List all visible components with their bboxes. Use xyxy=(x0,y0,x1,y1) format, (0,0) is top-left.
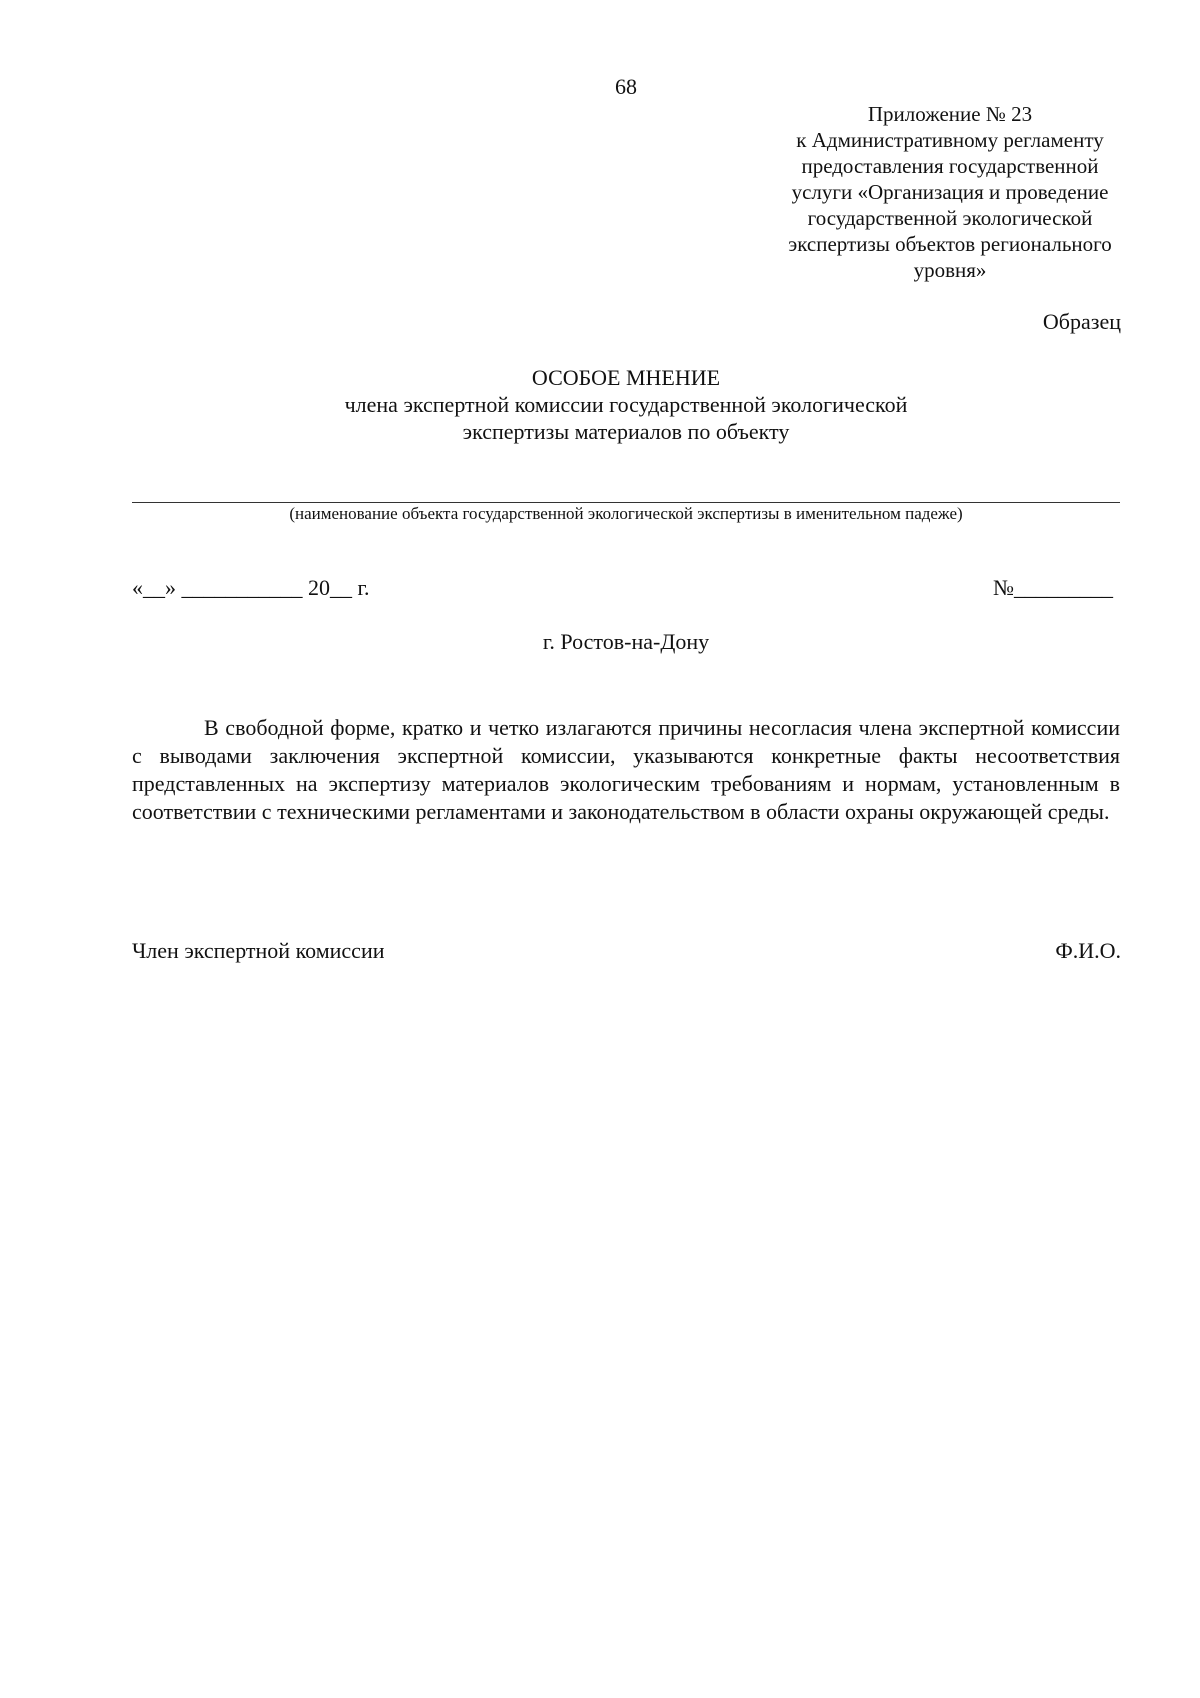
sample-label: Образец xyxy=(1042,309,1121,334)
object-name-caption: (наименование объекта государственной экологической экспертизы в именительном падеже) xyxy=(289,504,963,523)
title-heading: ОСОБОЕ МНЕНИЕ xyxy=(531,365,721,390)
appendix-line: к Административному регламенту xyxy=(796,128,1104,152)
city-name: г. Ростов-на-Дону xyxy=(542,629,710,654)
appendix-line: государственной экологической xyxy=(807,206,1093,230)
signer-name: Ф.И.О. xyxy=(1055,938,1121,963)
document-title xyxy=(0,364,1200,445)
title-subline: экспертизы материалов по объекту xyxy=(462,419,790,444)
signer-role: Член экспертной комиссии xyxy=(132,938,385,963)
appendix-line: уровня» xyxy=(913,258,987,282)
date-field: «__» ___________ 20__ г. xyxy=(132,575,370,600)
body-paragraph: В свободной форме, кратко и четко излагаются причины несогласия члена экспертной комиссии с выводами заключения экспертной комиссии, указываются конкретные факты несоответствия представленных на экспертизу материалов экологическим требованиям и нормам, установленным в соответствии с техническими регламентами и законодательством в области охраны окружающей среды. xyxy=(132,715,1120,824)
object-name-line xyxy=(132,502,1120,503)
appendix-line: услуги «Организация и проведение xyxy=(791,180,1109,204)
page-number: 68 xyxy=(615,74,637,99)
appendix-line: предоставления государственной xyxy=(801,154,1099,178)
number-field: №_________ xyxy=(993,575,1113,600)
appendix-block xyxy=(760,101,1140,283)
appendix-line: Приложение № 23 xyxy=(867,102,1033,126)
appendix-line: экспертизы объектов регионального xyxy=(788,232,1112,256)
title-subline: члена экспертной комиссии государственной экологической xyxy=(344,392,908,417)
